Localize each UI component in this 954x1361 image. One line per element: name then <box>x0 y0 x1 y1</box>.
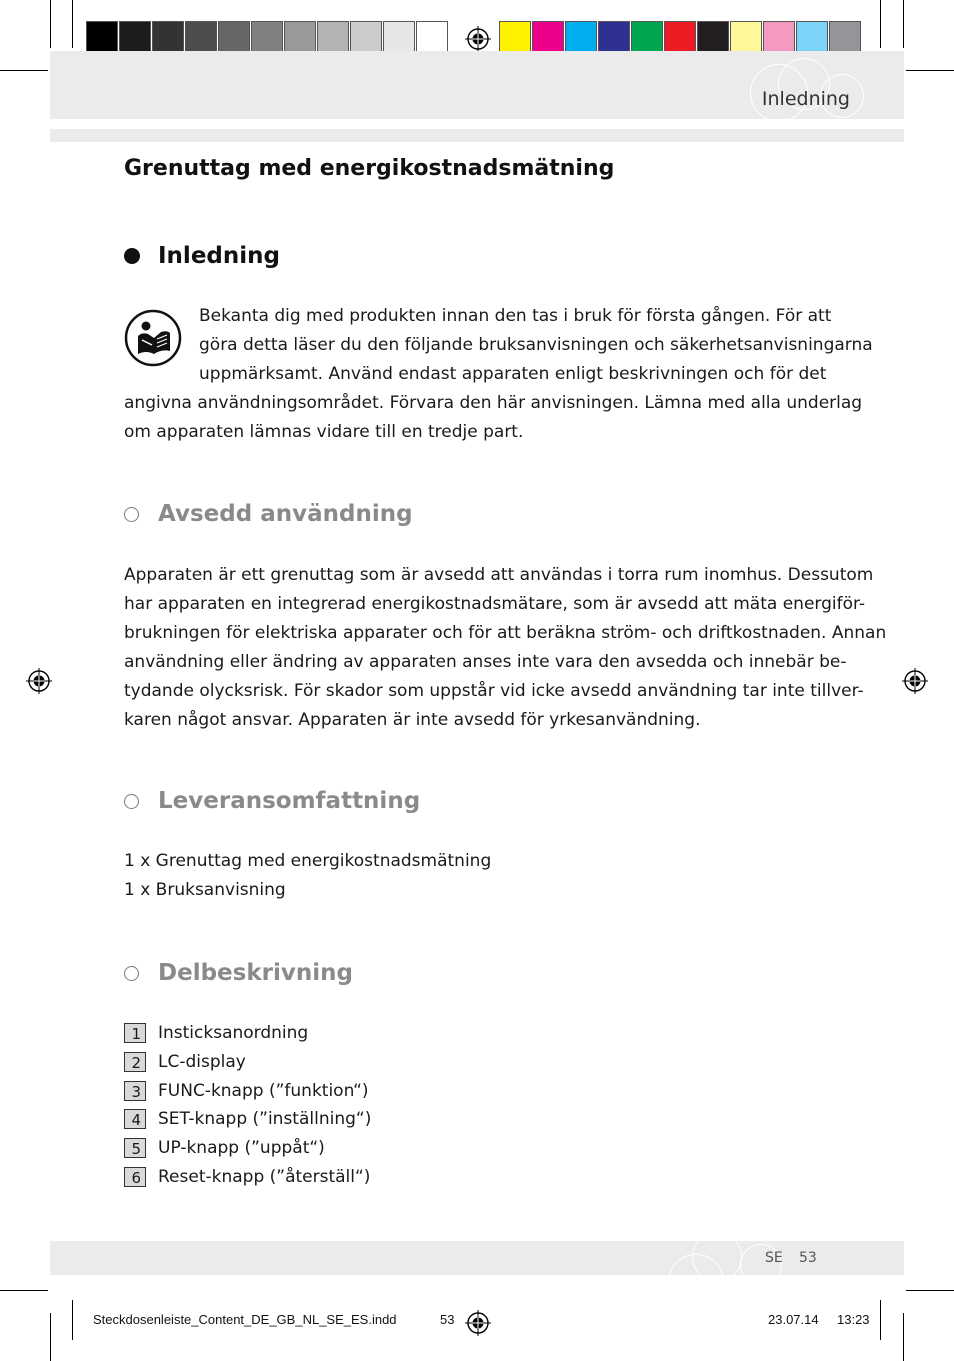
crop-mark <box>72 1300 73 1340</box>
part-label: FUNC-knapp (”funktion“) <box>158 1081 369 1101</box>
footer-language: SE <box>765 1250 783 1266</box>
text-line: uppmärksamt. Använd endast apparaten enligt beskrivningen och för det <box>199 364 827 384</box>
color-swatch <box>664 21 696 53</box>
text-line: göra detta läser du den följande bruksanvisningen och säkerhetsanvisningarna <box>199 335 873 355</box>
gray-color-bar <box>86 21 449 55</box>
color-swatch <box>796 21 828 53</box>
part-number-box: 5 <box>124 1138 146 1158</box>
color-swatch <box>152 21 184 53</box>
header-strip <box>50 129 904 142</box>
slug-time: 13:23 <box>837 1312 870 1327</box>
part-number-box: 6 <box>124 1167 146 1187</box>
color-swatch <box>185 21 217 53</box>
text-line: användning eller ändring av apparaten anses inte vara den avsedda och innebär be- <box>124 652 847 672</box>
intro-paragraph <box>124 302 873 447</box>
section-heading-intended-use <box>124 501 413 527</box>
filled-bullet-icon <box>124 248 140 264</box>
hollow-bullet-icon <box>124 966 139 981</box>
text-line: brukningen för elektriska apparater och för att beräkna ström- och driftkostnaden. Annan <box>124 623 887 643</box>
slug-file-name: Steckdosenleiste_Content_DE_GB_NL_SE_ES.indd <box>93 1312 397 1327</box>
header-section-title: Inledning <box>761 88 850 110</box>
text-line: tydande olycksrisk. För skador som uppstår vid icke avsedd användning tar inte tillver- <box>124 681 864 701</box>
crop-mark <box>0 1290 48 1291</box>
parts-list-item <box>124 1049 246 1075</box>
text-line: angivna användningsområdet. Förvara den här anvisningen. Lämna med alla underlag <box>124 393 863 413</box>
color-swatch <box>86 21 118 53</box>
section-heading-text: Leveransomfattning <box>158 788 421 814</box>
color-swatch <box>119 21 151 53</box>
color-swatch <box>317 21 349 53</box>
color-swatch <box>218 21 250 53</box>
registration-mark-icon <box>26 668 52 694</box>
slug-date: 23.07.14 <box>768 1312 819 1327</box>
text-line: karen något ansvar. Apparaten är inte avsedd för yrkesanvändning. <box>124 710 701 730</box>
color-swatch <box>631 21 663 53</box>
parts-list-item <box>124 1135 325 1161</box>
crop-mark <box>903 1313 904 1361</box>
scope-list <box>124 847 834 905</box>
list-item: 1 x Grenuttag med energikostnadsmätning <box>124 851 492 871</box>
text-line: om apparaten lämnas vidare till en tredje part. <box>124 422 524 442</box>
section-heading-text: Inledning <box>158 243 280 269</box>
color-bar <box>499 21 862 55</box>
crop-mark <box>72 0 73 48</box>
color-swatch <box>565 21 597 53</box>
section-heading-text: Avsedd användning <box>158 501 413 527</box>
color-swatch <box>284 21 316 53</box>
crop-mark <box>50 1313 51 1361</box>
part-number-box: 3 <box>124 1081 146 1101</box>
crop-mark <box>0 70 48 71</box>
part-label: UP-knapp (”uppåt“) <box>158 1138 325 1158</box>
part-label: Insticksanordning <box>158 1023 309 1043</box>
part-number-box: 1 <box>124 1023 146 1043</box>
crop-mark <box>880 0 881 48</box>
color-swatch <box>697 21 729 53</box>
parts-list-item <box>124 1164 370 1190</box>
crop-mark <box>880 1300 881 1340</box>
crop-mark <box>906 70 954 71</box>
text-line: Apparaten är ett grenuttag som är avsedd att användas i torra rum inomhus. Dessutom <box>124 565 874 585</box>
color-swatch <box>532 21 564 53</box>
parts-list-item <box>124 1106 371 1132</box>
section-heading-parts <box>124 960 353 986</box>
part-number-box: 4 <box>124 1109 146 1129</box>
color-swatch <box>499 21 531 53</box>
part-number-box: 2 <box>124 1052 146 1072</box>
part-label: LC-display <box>158 1052 246 1072</box>
decorative-circle <box>692 1232 742 1282</box>
color-swatch <box>251 21 283 53</box>
color-swatch <box>598 21 630 53</box>
text-line: har apparaten en integrerad energikostnadsmätare, som är avsedd att mäta energiför- <box>124 594 866 614</box>
text-line: Bekanta dig med produkten innan den tas i bruk för första gången. För att <box>199 306 832 326</box>
parts-list-item <box>124 1020 308 1046</box>
part-label: Reset-knapp (”återställ“) <box>158 1167 371 1187</box>
section-heading-text: Delbeskrivning <box>158 960 353 986</box>
section-heading-scope <box>124 788 420 814</box>
color-swatch <box>730 21 762 53</box>
crop-mark <box>903 0 904 48</box>
color-swatch <box>763 21 795 53</box>
crop-mark <box>906 1290 954 1291</box>
color-swatch <box>383 21 415 53</box>
document-title: Grenuttag med energikostnadsmätning <box>124 156 615 181</box>
list-item: 1 x Bruksanvisning <box>124 880 286 900</box>
part-label: SET-knapp (”inställning“) <box>158 1109 372 1129</box>
intended-use-paragraph <box>124 561 887 735</box>
registration-mark-icon <box>465 26 491 52</box>
color-swatch <box>829 21 861 53</box>
footer-page-number: 53 <box>799 1250 817 1266</box>
hollow-bullet-icon <box>124 507 139 522</box>
slug-page: 53 <box>440 1312 455 1327</box>
parts-list-item <box>124 1078 369 1104</box>
section-heading-intro <box>124 243 280 269</box>
color-swatch <box>416 21 448 53</box>
registration-mark-icon <box>902 668 928 694</box>
registration-mark-icon <box>465 1310 491 1336</box>
hollow-bullet-icon <box>124 794 139 809</box>
crop-mark <box>50 0 51 48</box>
color-swatch <box>350 21 382 53</box>
